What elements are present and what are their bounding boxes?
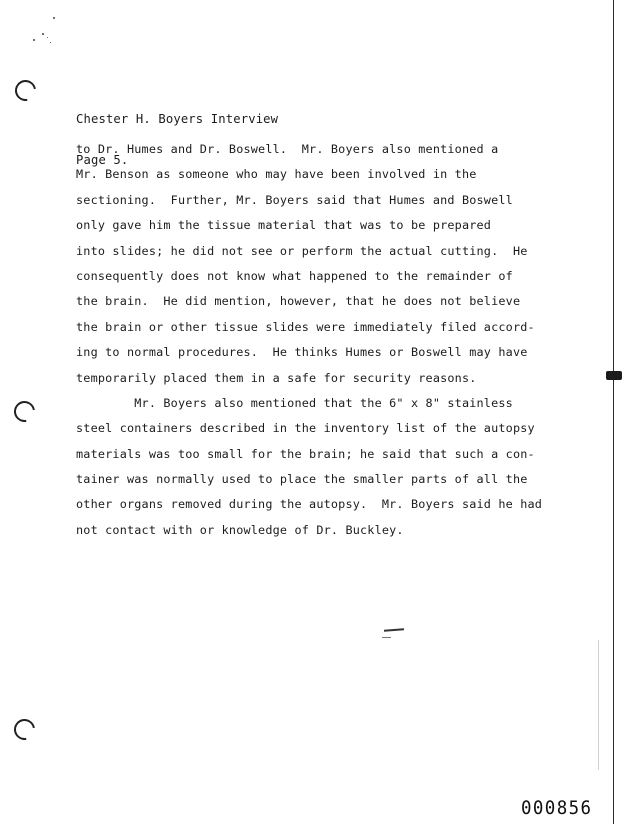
body-line: to Dr. Humes and Dr. Boswell. Mr. Boyers also mentioned a	[76, 142, 499, 156]
scan-speck	[47, 37, 48, 38]
document-number: 000856	[521, 797, 593, 819]
header-page-number: Page 5.	[76, 152, 129, 167]
body-line: temporarily placed them in a safe for security reasons.	[76, 370, 477, 385]
stray-mark	[384, 628, 404, 631]
body-line: Mr. Benson as someone who may have been involved in the	[76, 167, 477, 182]
body-line: only gave him the tissue material that was to be prepared	[76, 218, 492, 233]
body-line: tainer was normally used to place the smaller parts of all the	[76, 472, 528, 487]
scan-speck	[33, 39, 35, 41]
body-line: into slides; he did not see or perform the actual cutting. He	[76, 243, 528, 258]
body-line: the brain. He did mention, however, that he does not believe	[76, 294, 521, 309]
header-title: Chester H. Boyers Interview	[76, 112, 279, 126]
punch-hole-icon	[10, 715, 39, 744]
punch-hole-icon	[11, 76, 40, 105]
body-line: other organs removed during the autopsy. Mr. Boyers said he had	[76, 497, 543, 512]
punch-hole-icon	[10, 397, 39, 426]
body-line: Mr. Boyers also mentioned that the 6" x 8" stainless	[76, 395, 513, 410]
body-line: steel containers described in the inventory list of the autopsy	[76, 421, 535, 436]
body-text	[76, 137, 596, 543]
scan-speck	[42, 33, 44, 35]
body-line: ing to normal procedures. He thinks Humes or Boswell may have	[76, 345, 528, 360]
body-line: materials was too small for the brain; he said that such a con-	[76, 446, 535, 461]
stray-mark	[382, 637, 391, 638]
scan-speck	[53, 17, 55, 19]
scan-speck	[50, 42, 51, 43]
body-line: the brain or other tissue slides were immediately filed accord-	[76, 319, 535, 334]
edge-tab-mark	[606, 371, 622, 380]
page-edge-line	[613, 0, 614, 824]
body-line: not contact with or knowledge of Dr. Buckley.	[76, 522, 404, 537]
page-edge-shadow	[598, 640, 599, 770]
body-line: sectioning. Further, Mr. Boyers said that Humes and Boswell	[76, 192, 513, 207]
body-line: consequently does not know what happened to the remainder of	[76, 268, 513, 283]
